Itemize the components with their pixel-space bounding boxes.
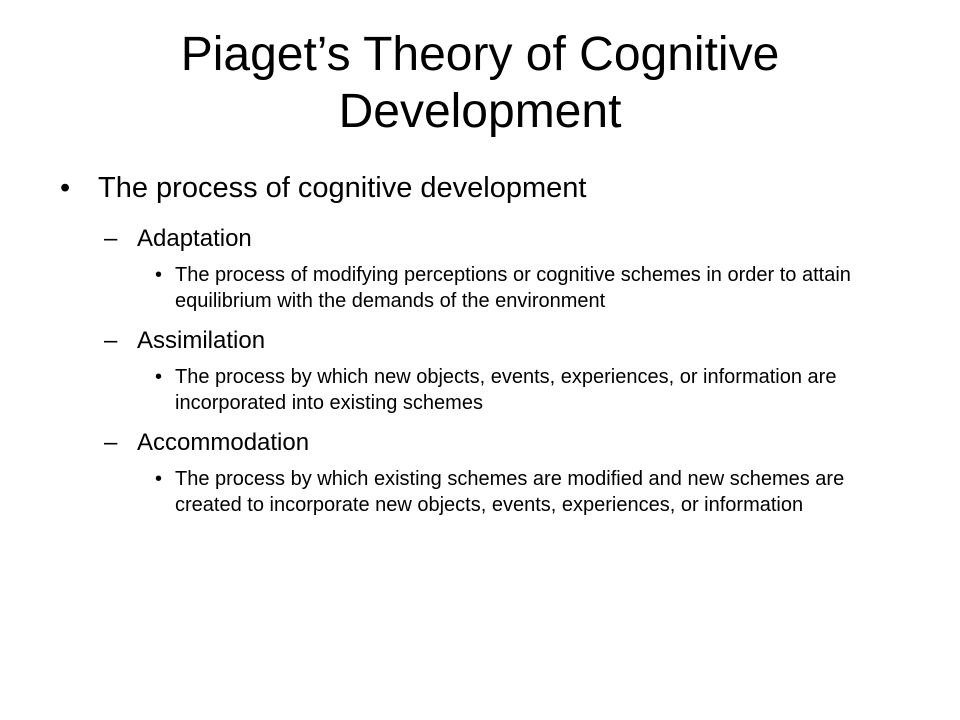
dash-icon: –	[104, 327, 118, 354]
bullet-icon: •	[60, 172, 71, 204]
main-bullet-text: The process of cognitive development	[98, 172, 587, 204]
bullet-icon: •	[155, 264, 163, 286]
subpoint-heading: Adaptation	[137, 225, 252, 252]
subpoint-heading: Assimilation	[137, 327, 266, 354]
subpoint-detail-assimilation	[155, 364, 880, 416]
subpoint-heading: Accommodation	[137, 429, 310, 456]
subpoint-accommodation	[104, 428, 920, 458]
dash-icon: –	[104, 225, 118, 252]
bullet-icon: •	[155, 468, 163, 490]
subpoint-assimilation	[104, 326, 920, 356]
bullet-icon: •	[155, 366, 163, 388]
subpoint-detail-text: The process by which new objects, events, experiences, or information are incorporated into existing schemes	[175, 366, 837, 414]
subpoint-adaptation	[104, 224, 920, 254]
slide-body	[0, 170, 960, 518]
slide-title: Piaget’s Theory of Cognitive Development	[180, 28, 780, 138]
main-bullet	[60, 170, 920, 206]
dash-icon: –	[104, 429, 118, 456]
subpoint-detail-accommodation	[155, 466, 880, 518]
subpoint-detail-adaptation	[155, 262, 880, 314]
subpoint-detail-text: The process by which existing schemes are modified and new schemes are created to incorporate new objects, events, experiences, or information	[175, 468, 845, 516]
subpoint-detail-text: The process of modifying perceptions or cognitive schemes in order to attain equilibrium with the demands of the environment	[175, 264, 851, 312]
